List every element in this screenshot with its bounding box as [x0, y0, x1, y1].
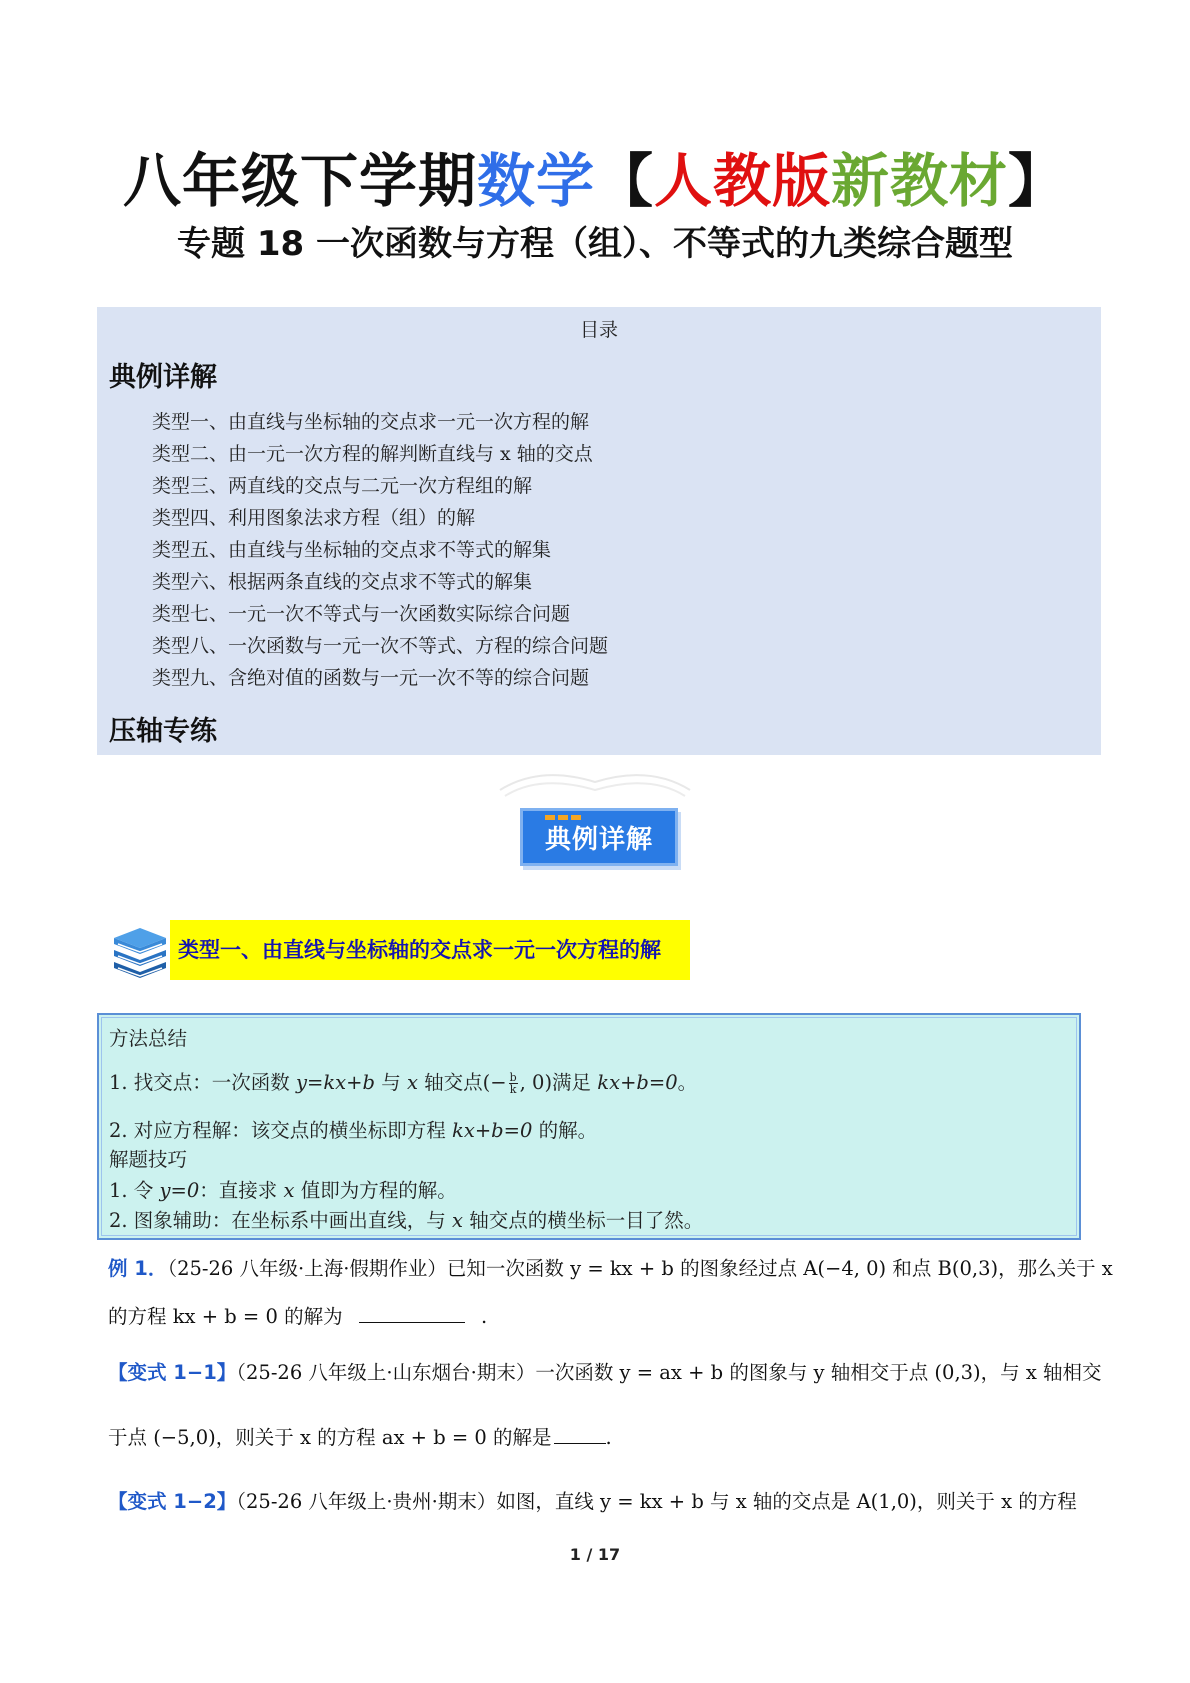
- answer-blank[interactable]: [554, 1443, 606, 1444]
- variant-label: 【变式 1−1】: [108, 1361, 237, 1384]
- watermark-book-icon: [480, 760, 710, 800]
- fraction-b-over-k: [509, 1072, 518, 1095]
- text-fragment: 的解。: [538, 1119, 598, 1142]
- title-subject: 数学: [476, 147, 595, 215]
- text-fragment: 值即为方程的解。: [300, 1179, 457, 1202]
- example-1-line-1: [108, 1253, 1113, 1281]
- text-fragment: 2. 对应方程解：该交点的横坐标即方程: [109, 1119, 446, 1142]
- table-of-contents: [97, 307, 1101, 755]
- text-fragment: , 0)满足: [519, 1071, 592, 1094]
- toc-item[interactable]: 类型六、根据两条直线的交点求不等式的解集: [152, 571, 533, 593]
- toc-item[interactable]: 类型九、含绝对值的函数与一元一次不等的综合问题: [152, 667, 590, 689]
- toc-item[interactable]: 类型三、两直线的交点与二元一次方程组的解: [152, 475, 533, 497]
- method-step-2: [109, 1115, 597, 1143]
- variant-1-1-line-2: [108, 1422, 612, 1450]
- variant-1-1-line-1: [108, 1357, 1102, 1385]
- period: .: [605, 1426, 612, 1449]
- toc-heading: 目录: [579, 319, 618, 341]
- method-summary-box: [97, 1013, 1081, 1240]
- page-number: 1 / 17: [569, 1545, 621, 1564]
- title-bracket-close: 】: [1008, 147, 1068, 215]
- text-fragment: 1. 找交点：一次函数: [109, 1071, 290, 1094]
- toc-item[interactable]: 类型八、一次函数与一元一次不等式、方程的综合问题: [152, 635, 609, 657]
- text-fragment: 与: [381, 1071, 401, 1094]
- fraction-denominator: k: [509, 1083, 517, 1096]
- variant-label: 【变式 1−2】: [108, 1490, 237, 1513]
- books-stack-icon: [110, 926, 170, 978]
- formula: y=0: [159, 1179, 200, 1202]
- text-fragment: 。: [677, 1071, 698, 1094]
- title-grade: 八年级下学期: [122, 147, 477, 215]
- fraction-numerator: b: [509, 1071, 517, 1084]
- toc-item[interactable]: 类型七、一元一次不等式与一次函数实际综合问题: [152, 603, 571, 625]
- example-text: 的方程 kx + b = 0 的解为: [108, 1305, 343, 1328]
- formula: kx+b=0: [452, 1119, 533, 1142]
- title-bracket-open: 【: [594, 147, 654, 215]
- toc-list: [152, 406, 608, 694]
- document-subtitle: 专题 18 一次函数与方程（组）、不等式的九类综合题型: [177, 224, 1013, 264]
- method-step-1: [109, 1067, 697, 1095]
- tips-title: 解题技巧: [109, 1148, 188, 1171]
- text-fragment: ：直接求: [199, 1179, 278, 1202]
- variant-1-2-line-1: [108, 1486, 1077, 1514]
- toc-section-examples[interactable]: 典例详解: [109, 362, 217, 393]
- toc-item[interactable]: 类型四、利用图象法求方程（组）的解: [152, 507, 476, 529]
- banner-dots: [545, 805, 584, 824]
- text-fragment: 轴交点(−: [424, 1071, 507, 1094]
- toc-item[interactable]: 类型一、由直线与坐标轴的交点求一元一次方程的解: [152, 411, 590, 433]
- variable: x: [283, 1179, 295, 1202]
- text-fragment: 轴交点的横坐标一目了然。: [469, 1209, 704, 1232]
- example-1-line-2: [108, 1301, 487, 1329]
- text-fragment: 2. 图象辅助：在坐标系中画出直线，与: [109, 1209, 446, 1232]
- variant-text: 于点 (−5,0)，则关于 x 的方程 ax + b = 0 的解是: [108, 1426, 552, 1449]
- title-edition: 人教版: [654, 147, 832, 215]
- formula: kx+b=0: [597, 1071, 678, 1094]
- period: .: [480, 1305, 488, 1328]
- toc-item[interactable]: 类型二、由一元一次方程的解判断直线与 x 轴的交点: [152, 443, 593, 465]
- document-title: [0, 146, 1190, 216]
- answer-blank[interactable]: [359, 1322, 465, 1323]
- toc-section-practice[interactable]: 压轴专练: [109, 716, 217, 747]
- tip-2: [109, 1205, 703, 1233]
- banner-label: 典例详解: [544, 824, 653, 855]
- toc-item[interactable]: 类型五、由直线与坐标轴的交点求不等式的解集: [152, 539, 552, 561]
- type1-header: [110, 918, 690, 982]
- method-title: 方法总结: [109, 1027, 188, 1050]
- example-text: （25-26 八年级·上海·假期作业）已知一次函数 y = kx + b 的图象经过点 A(−4, 0) 和点 B(0,3)，那么关于 x: [167, 1257, 1113, 1280]
- tip-1: [109, 1175, 457, 1203]
- text-fragment: 1. 令: [109, 1179, 154, 1202]
- formula: y=kx+b: [296, 1071, 376, 1094]
- type1-label: 类型一、由直线与坐标轴的交点求一元一次方程的解: [170, 920, 690, 980]
- variant-text: （25-26 八年级上·山东烟台·期末）一次函数 y = ax + b 的图象与 y 轴相交于点 (0,3)，与 x 轴相交: [236, 1361, 1102, 1384]
- variable: x: [452, 1209, 464, 1232]
- section-banner: [520, 808, 678, 866]
- example-label: 例 1．: [108, 1257, 168, 1280]
- title-new-textbook: 新教材: [831, 147, 1009, 215]
- variant-text: （25-26 八年级上·贵州·期末）如图，直线 y = kx + b 与 x 轴的交点是 A(1,0)，则关于 x 的方程: [236, 1490, 1077, 1513]
- variable: x: [406, 1071, 418, 1094]
